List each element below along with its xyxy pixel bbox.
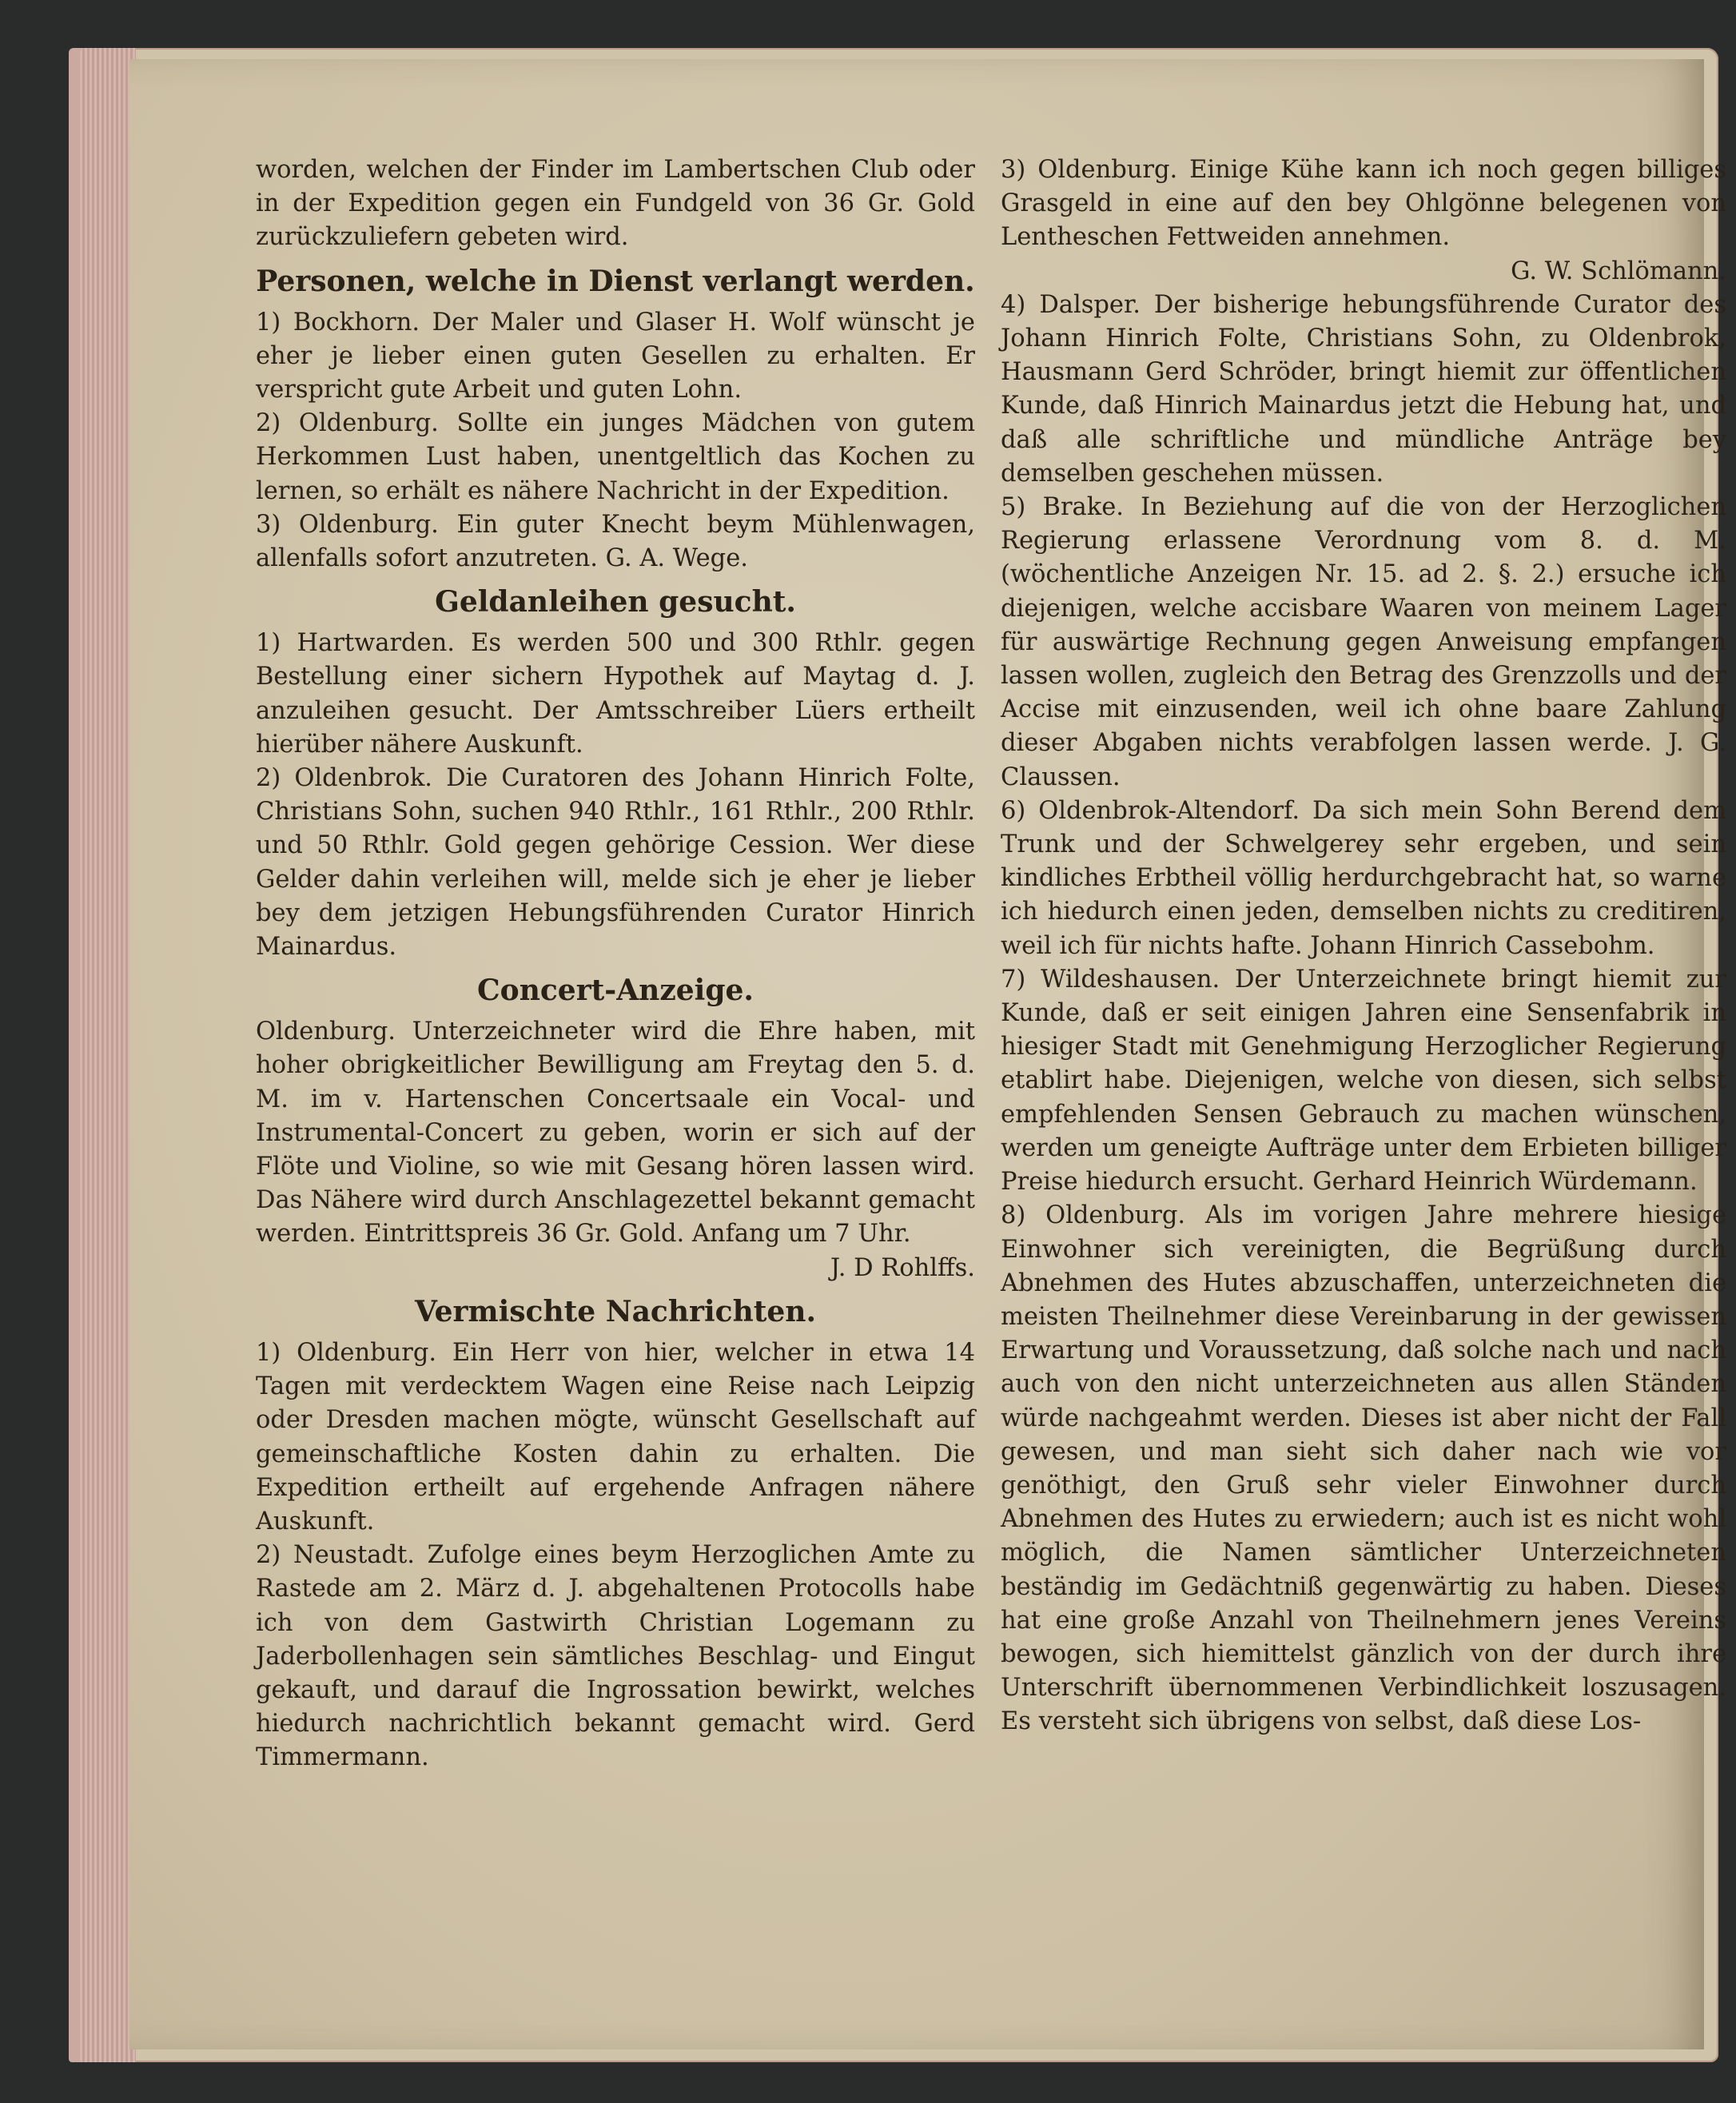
notice-oldenburg-reise: 1) Oldenburg. Ein Herr von hier, welcher in etwa 14 Tagen mit verdecktem Wagen eine Reise nach Leipzig oder Dresden machen mögte, wünscht Gesellschaft auf gemeinschaftliche Kosten dahin zu erhalten. Die Expedition ertheilt auf ergehende Anfragen nähere Auskunft. xyxy=(256,1338,975,1535)
notice-oldenbrok-altendorf: 6) Oldenbrok-Altendorf. Da sich mein Sohn Berend dem Trunk und der Schwelgerey sehr ergeben, und sein kindliches Erbtheil völlig herdurchgebracht hat, so warne ich hiedurch einen jeden, demselben nichts zu creditiren, weil ich für nichts hafte. Johann Hinrich Cassebohm. xyxy=(1001,796,1726,960)
signature-rohlffs: J. D Rohlffs. xyxy=(830,1253,975,1282)
right-column xyxy=(1001,153,1726,1739)
notice-oldenburg-knecht: 3) Oldenburg. Ein guter Knecht beym Mühlenwagen, allenfalls sofort anzutreten. G. A. Wege. xyxy=(256,510,975,573)
notice-oldenbrok-curatoren: 2) Oldenbrok. Die Curatoren des Johann Hinrich Folte, Christians Sohn, suchen 940 Rthlr., 161 Rthlr., 200 Rthlr. und 50 Rthlr. Gold gegen gehörige Cession. Wer diese Gelder dahin verleihen will, melde sich je eher je lieber bey dem jetzigen Hebungsführenden Curator Hinrich Mainardus. xyxy=(256,764,975,962)
notice-bockhorn: 1) Bockhorn. Der Maler und Glaser H. Wolf wünscht je eher je lieber einen guten Gesellen zu erhalten. Er verspricht gute Arbeit und guten Lohn. xyxy=(256,308,975,404)
page-edges xyxy=(80,48,136,2062)
notice-wildeshausen: 7) Wildeshausen. Der Unterzeichnete bringt hiemit zur Kunde, daß er seit einigen Jahren eine Sensenfabrik in hiesiger Stadt mit Genehmigung Herzoglicher Regierung etablirt habe. Diejenigen, welche von diesen, sich selbst empfehlenden Sensen Gebrauch zu machen wünschen, werden um geneigte Aufträge unter dem Erbieten billiger Preise hiedurch ersucht. Gerhard Heinrich Würdemann. xyxy=(1001,965,1726,1197)
signature-schloemann: G. W. Schlömann. xyxy=(1511,257,1726,285)
notice-neustadt: 2) Neustadt. Zufolge eines beym Herzoglichen Amte zu Rastede am 2. März d. J. abgehaltenen Protocolls habe ich von dem Gastwirth Christian Logemann zu Jaderbollenhagen sein sämtliches Beschlag- und Eingut gekauft, und darauf die Ingrossation bewirkt, welches hiedurch nachrichtlich bekannt gemacht wird. Gerd Timmermann. xyxy=(256,1541,975,1772)
left-column xyxy=(256,153,975,1775)
notice-oldenburg-kuehe: 3) Oldenburg. Einige Kühe kann ich noch gegen billiges Grasgeld in eine auf den bey Ohlgönne belegenen von Lentheschen Fettweiden annehmen. xyxy=(1001,156,1726,252)
newspaper-page xyxy=(129,59,1726,2049)
notice-brake: 5) Brake. In Beziehung auf die von der Herzoglichen Regierung erlassene Verordnung vom 8. d. M. (wöchentliche Anzeigen Nr. 15. ad 2. §. 2.) ersuche ich diejenigen, welche accisbare Waaren von meinem Lager für auswärtige Rechnung gegen Anweisung empfangen lassen wollen, zugleich den Betrag des Grenzzolls und der Accise mit einzusenden, weil ich ohne baare Zahlung dieser Abgaben nichts verabfolgen lassen werde. J. G. Claussen. xyxy=(1001,493,1726,791)
notice-dalsper: 4) Dalsper. Der bisherige hebungsführende Curator des Johann Hinrich Folte, Christians Sohn, zu Oldenbrok, Hausmann Gerd Schröder, bringt hiemit zur öffentlichen Kunde, daß Hinrich Mainardus jetzt die Hebung hat, und daß alle schriftliche und mündliche Anträge bey demselben geschehen müssen. xyxy=(1001,290,1726,488)
notice-hartwarden: 1) Hartwarden. Es werden 500 und 300 Rthlr. gegen Bestellung einer sichern Hypothek auf Maytag d. J. anzuleihen gesucht. Der Amtsschreiber Lüers ertheilt hierüber nähere Auskunft. xyxy=(256,629,975,759)
lost-item-notice: worden, welchen der Finder im Lambertschen Club oder in der Expedition gegen ein Fundgeld von 36 Gr. Gold zurückzuliefern gebeten wird. xyxy=(256,156,975,252)
section-heading-geldanleihen: Geldanleihen gesucht. xyxy=(435,585,796,619)
book xyxy=(80,48,1726,2062)
section-heading-vermischte: Vermischte Nachrichten. xyxy=(415,1294,816,1328)
notice-oldenburg-hutgruss: 8) Oldenburg. Als im vorigen Jahre mehrere hiesige Einwohner sich vereinigten, die Begrüßung durch Abnehmen des Hutes abzuschaffen, unterzeichneten die meisten Theilnehmer diese Vereinbarung in der gewissen Erwartung und Voraussetzung, daß solche nach und nach auch von den nicht unterzeichneten aus allen Ständen würde nachgeahmt werden. Dieses ist aber nicht der Fall gewesen, und man sieht sich daher nach wie vor genöthigt, den Gruß sehr vieler Einwohner durch Abnehmen des Hutes zu erwiedern; auch ist es nicht wohl möglich, die Namen sämtlicher Unterzeichneten beständig im Gedächtniß gegenwärtig zu haben. Dieses hat eine große Anzahl von Theilnehmern jenes Vereins bewogen, sich hiemittelst gänzlich von der durch ihre Unterschrift übernommenen Verbindlichkeit loszusagen. Es versteht sich übrigens von selbst, daß diese Los- xyxy=(1001,1201,1726,1736)
notice-concert-oldenburg: Oldenburg. Unterzeichneter wird die Ehre haben, mit hoher obrigkeitlicher Bewilligung am Freytag den 5. d. M. im v. Hartenschen Concertsaale ein Vocal- und Instrumental-Concert zu geben, worin er sich auf der Flöte und Violine, so wie mit Gesang hören lassen wird. Das Nähere wird durch Anschlagezettel bekannt gemacht werden. Eintrittspreis 36 Gr. Gold. Anfang um 7 Uhr. xyxy=(256,1018,975,1249)
notice-oldenburg-maedchen: 2) Oldenburg. Sollte ein junges Mädchen von gutem Herkommen Lust haben, unentgeltlich das Kochen zu lernen, so erhält es nähere Nachricht in der Expedition. xyxy=(256,409,975,505)
section-heading-concert: Concert-Anzeige. xyxy=(477,974,754,1008)
section-heading-personen: Personen, welche in Dienst verlangt werden. xyxy=(256,264,975,298)
